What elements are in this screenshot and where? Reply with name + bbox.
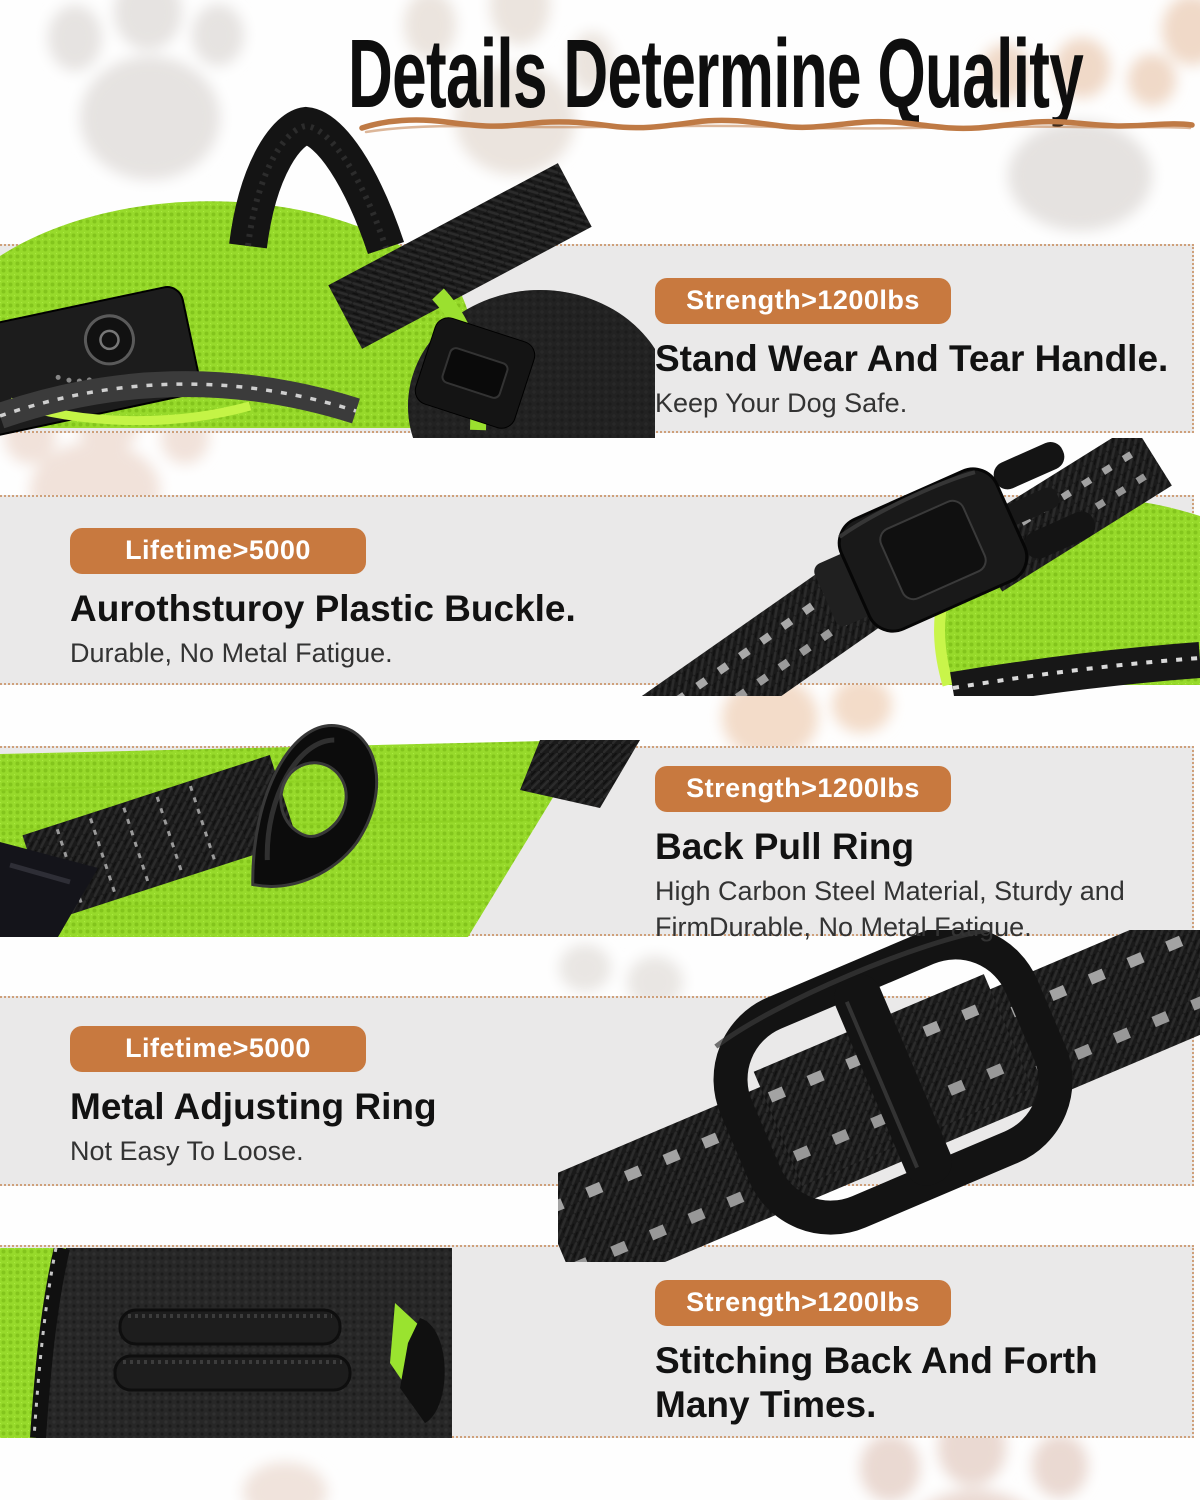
feature-heading: Back Pull Ring bbox=[655, 826, 915, 867]
strength-badge: Strength>1200lbs bbox=[655, 1280, 951, 1326]
feature-subtext: Not Easy To Loose. bbox=[70, 1136, 304, 1167]
reinforced-stitching-photo bbox=[0, 1248, 452, 1438]
feature-heading: Stand Wear And Tear Handle. bbox=[655, 338, 1169, 379]
lifetime-badge: Lifetime>5000 bbox=[70, 528, 366, 574]
feature-1-text bbox=[655, 278, 1200, 422]
feature-4-text bbox=[70, 1026, 630, 1170]
harness-top-handle-photo bbox=[0, 106, 655, 438]
feature-heading: Stitching Back And Forth Many Times. bbox=[655, 1340, 1098, 1426]
feature-heading: Aurothsturoy Plastic Buckle. bbox=[70, 588, 576, 629]
feature-subtext: High Carbon Steel Material, Sturdy and FirmDurable, No Metal Fatigue. bbox=[655, 876, 1125, 943]
feature-3-text bbox=[655, 766, 1200, 946]
plastic-side-release-buckle-photo bbox=[618, 438, 1200, 696]
lifetime-badge: Lifetime>5000 bbox=[70, 1026, 366, 1072]
feature-heading: Metal Adjusting Ring bbox=[70, 1086, 437, 1127]
page-title: Details Determine Quality bbox=[348, 18, 1084, 128]
feature-2-text bbox=[70, 528, 630, 672]
strength-badge: Strength>1200lbs bbox=[655, 278, 951, 324]
title-underline-squiggle bbox=[356, 112, 1198, 138]
feature-subtext: Durable, No Metal Fatigue. bbox=[70, 638, 393, 669]
feature-subtext: Keep Your Dog Safe. bbox=[655, 388, 908, 419]
feature-5-text bbox=[655, 1280, 1187, 1433]
back-pull-d-ring-photo bbox=[0, 690, 662, 937]
strength-badge: Strength>1200lbs bbox=[655, 766, 951, 812]
metal-adjusting-slider-photo bbox=[558, 930, 1200, 1262]
